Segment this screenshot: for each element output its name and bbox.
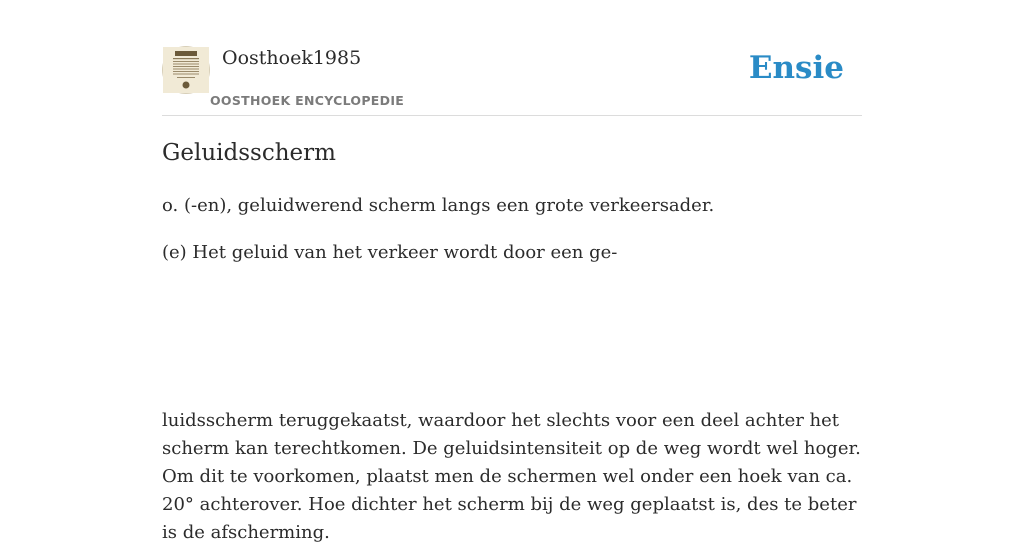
avatar[interactable] xyxy=(162,46,210,94)
book-cover-icon xyxy=(163,47,209,93)
site-logo[interactable]: Ensie xyxy=(748,50,844,86)
body-paragraph-start: (e) Het geluid van het verkeer wordt door een ge- xyxy=(162,242,618,263)
source-label[interactable]: OOSTHOEK ENCYCLOPEDIE xyxy=(210,93,405,108)
page-title: Geluidsscherm xyxy=(162,140,336,166)
definition-paragraph: o. (-en), geluidwerend scherm langs een grote verkeersader. xyxy=(162,195,715,216)
site-header xyxy=(162,44,862,116)
body-paragraph-continued: luidsscherm teruggekaatst, waardoor het slechts voor een deel achter het scherm kan terechtkomen. De geluidsintensiteit op de weg wordt wel hoger. Om dit te voorkomen, plaatst men de schermen wel onder een hoek van ca. 20° achterover. Hoe dichter het scherm bij de weg geplaatst is, des te beter is de afscherming. xyxy=(162,410,861,543)
author-name[interactable]: Oosthoek1985 xyxy=(222,47,362,69)
